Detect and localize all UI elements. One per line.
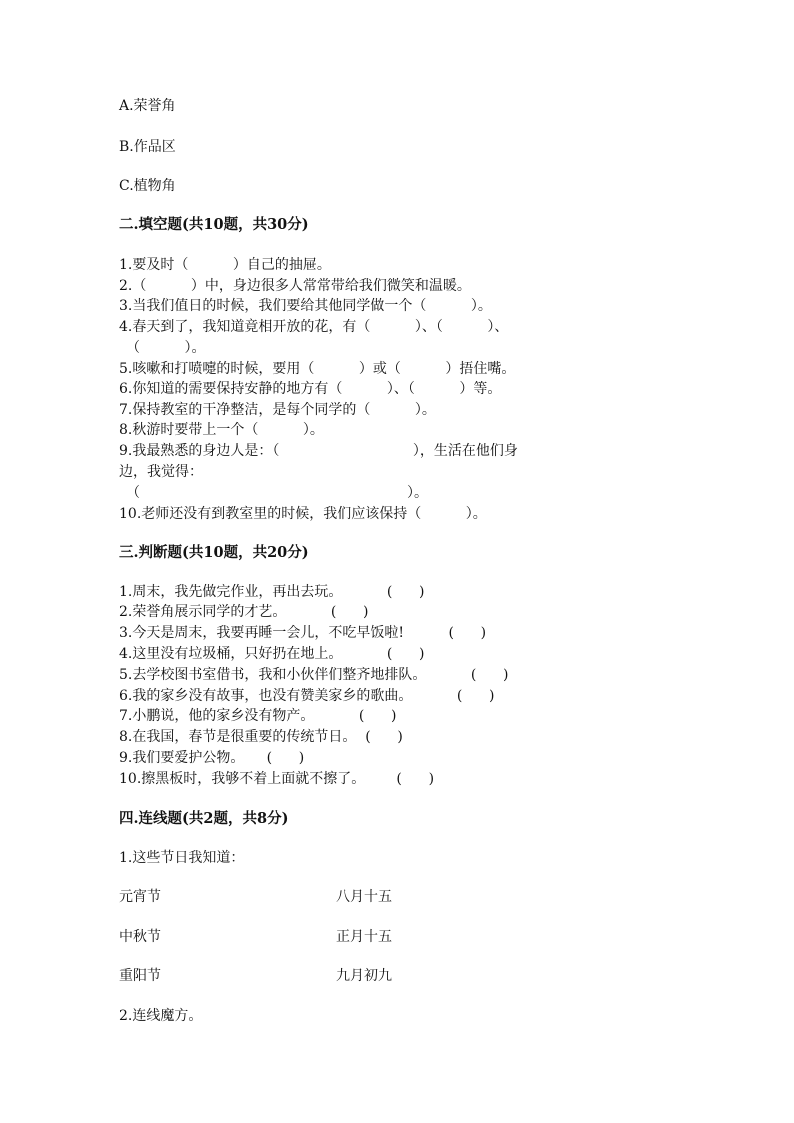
match-right-item: 九月初九 xyxy=(336,968,392,984)
match-left-item: 中秋节 xyxy=(119,929,161,945)
judge-item: 10.擦黑板时，我够不着上面就不擦了。 ( ) xyxy=(119,771,435,787)
matching-question-2: 2.连线魔方。 xyxy=(119,1008,203,1024)
fill-item: 9.我最熟悉的身边人是：（ ），生活在他们身 xyxy=(119,443,518,459)
fill-item: 7.保持教室的干净整洁，是每个同学的（ ）。 xyxy=(119,402,436,418)
fill-item-continued: （ ）。 xyxy=(126,340,206,356)
judge-item: 8.在我国，春节是很重要的传统节日。 ( ) xyxy=(119,729,403,745)
judge-item: 6.我的家乡没有故事，也没有赞美家乡的歌曲。 ( ) xyxy=(119,688,495,704)
judge-item: 9.我们要爱护公物。 ( ) xyxy=(119,750,305,766)
judge-item: 7.小鹏说，他的家乡没有物产。 ( ) xyxy=(119,708,397,724)
section-title-true-false: 三.判断题(共10题，共20分) xyxy=(119,544,309,561)
section-title-matching: 四.连线题(共2题，共8分) xyxy=(119,810,289,827)
judge-item: 2.荣誉角展示同学的才艺。 ( ) xyxy=(119,604,369,620)
option-c: C.植物角 xyxy=(119,178,176,194)
judge-item: 5.去学校图书室借书，我和小伙伴们整齐地排队。 ( ) xyxy=(119,667,509,683)
option-b: B.作品区 xyxy=(119,139,176,155)
option-a: A.荣誉角 xyxy=(119,98,176,114)
match-right-item: 八月十五 xyxy=(336,889,392,905)
fill-item: 5.咳嗽和打喷嚏的时候，要用（ ）或（ ）捂住嘴。 xyxy=(119,361,516,377)
fill-item: 10.老师还没有到教室里的时候，我们应该保持（ ）。 xyxy=(119,506,487,522)
fill-item: 6.你知道的需要保持安静的地方有（ ）、（ ）等。 xyxy=(119,381,502,397)
match-left-item: 元宵节 xyxy=(119,889,161,905)
fill-item-continued: 边，我觉得： xyxy=(119,464,203,480)
match-right-item: 正月十五 xyxy=(336,929,392,945)
fill-item: 8.秋游时要带上一个（ ）。 xyxy=(119,422,324,438)
fill-item: 4.春天到了，我知道竟相开放的花，有（ ）、（ ）、 xyxy=(119,319,509,335)
judge-item: 4.这里没有垃圾桶，只好扔在地上。 ( ) xyxy=(119,646,425,662)
judge-item: 1.周末，我先做完作业，再出去玩。 ( ) xyxy=(119,584,425,600)
judge-item: 3.今天是周末，我要再睡一会儿，不吃早饭啦! ( ) xyxy=(119,625,487,641)
fill-item-continued: （ ）。 xyxy=(126,485,429,501)
match-left-item: 重阳节 xyxy=(119,968,161,984)
matching-question-1: 1.这些节日我知道： xyxy=(119,850,245,866)
section-title-fill-blank: 二.填空题(共10题，共30分) xyxy=(119,216,309,233)
fill-item: 2.（ ）中，身边很多人常常带给我们微笑和温暖。 xyxy=(119,278,471,294)
fill-item: 1.要及时（ ）自己的抽屉。 xyxy=(119,257,331,273)
fill-item: 3.当我们值日的时候，我们要给其他同学做一个（ ）。 xyxy=(119,298,492,314)
